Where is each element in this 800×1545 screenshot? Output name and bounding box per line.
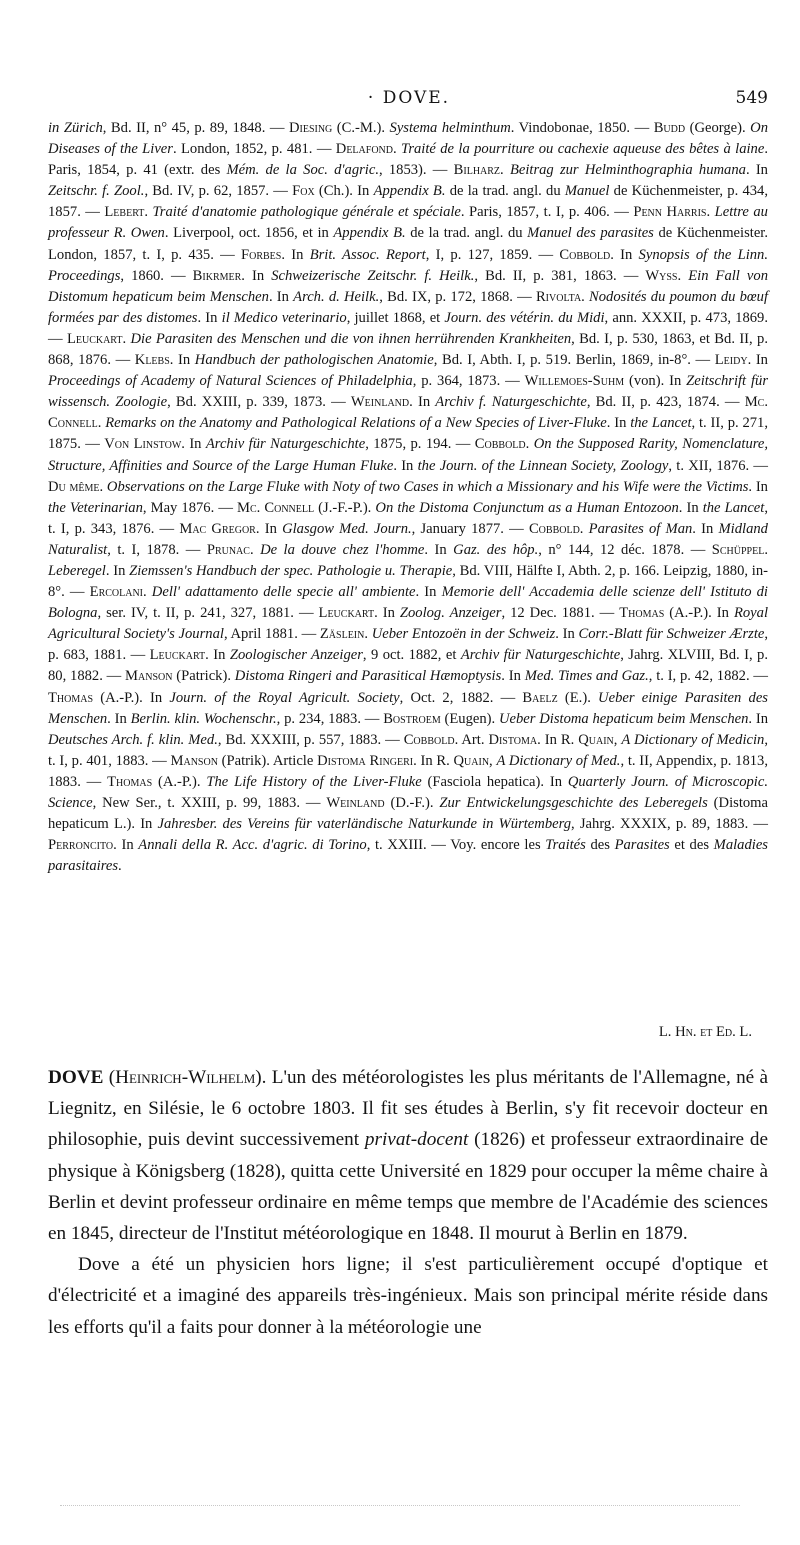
article-person-name: (Heinrich-Wilhelm). — [103, 1067, 267, 1088]
article-paragraph: DOVE (Heinrich-Wilhelm). L'un des météorologistes les plus méritants de l'Allemagne, né à Liegnitz, en Silésie, le 6 octobre 1803. Il fit ses études à Berlin, s'y fit recevoir docteur en philosophie, puis devint successivement privat-docent (1826) et professeur extraordinaire de physique à Königsberg (1828), quitta cette Université en 1829 pour occuper la même chaire à Berlin et devint professeur ordinaire en même temps que membre de l'Académie des sciences en 1845, directeur de l'Institut météorologique en 1848. Il mourut à Berlin en 1879. — [48, 1067, 769, 1245]
article-paragraph: Dove a été un physicien hors ligne; il s'est particulièrement occupé d'optique et d'électricité et a imaginé des appareils très-ingénieux. Mais son principal mérite réside dans les efforts qu'il a faits pour donner à la météorologie une — [48, 1254, 768, 1338]
running-title: · DOVE. — [367, 88, 451, 108]
page-number: 549 — [735, 88, 768, 108]
bottom-dotted-rule — [60, 1505, 740, 1516]
article-dove — [48, 1062, 768, 1343]
article-headword: DOVE — [48, 1067, 104, 1088]
bibliography-block — [48, 118, 768, 877]
running-header — [50, 86, 768, 112]
bibliography-paragraph: in Zürich, Bd. II, n° 45, p. 89, 1848. — Diesing (C.-M.). Systema helminthum. Vindobonae, 1850. — Budd (George). On Diseases of the Liver. London, 1852, p. 481. — Delafond. Traité de la pourriture ou cachexie aqueuse des bêtes à laine. Paris, 1854, p. 41 (extr. des Mém. de la Soc. d'agric., 1853). — Bilharz. Beitrag zur Helminthographia humana. In Zeitschr. f. Zool., Bd. IV, p. 62, 1857. — Fox (Ch.). In Appendix B. de la trad. angl. du Manuel de Küchenmeister, p. 434, 1857. — Lebert. Traité d'anatomie pathologique générale et spéciale. Paris, 1857, t. I, p. 406. — Penn Harris. Lettre au professeur R. Owen. Liverpool, oct. 1856, et in Appendix B. de la trad. angl. du Manuel des parasites de Küchenmeister. London, 1857, t. I, p. 435. — Forbes. In Brit. Assoc. Report, I, p. 127, 1859. — Cobbold. In Synopsis of the Linn. Proceedings, 1860. — Bikrmer. In Schweizerische Zeitschr. f. Heilk., Bd. II, p. 381, 1863. — Wyss. Ein Fall von Distomum hepaticum beim Menschen. In Arch. d. Heilk., Bd. IX, p. 172, 1868. — Rivolta. Nodosités du poumon du bœuf formées par des distomes. In il Medico veterinario, juillet 1868, et Journ. des vétérin. du Midi, ann. XXXII, p. 473, 1869. — Leuckart. Die Parasiten des Menschen und die von ihnen herrührenden Krankheiten, Bd. I, p. 530, 1863, et Bd. II, p. 868, 1876. — Klebs. In Handbuch der pathologischen Anatomie, Bd. I, Abth. I, p. 519. Berlin, 1869, in-8°. — Leidy. In Proceedings of Academy of Natural Sciences of Philadelphia, p. 364, 1873. — Willemoes-Suhm (von). In Zeitschrift für wissensch. Zoologie, Bd. XXIII, p. 339, 1873. — Weinland. In Archiv f. Naturgeschichte, Bd. II, p. 423, 1874. — Mc. Connell. Remarks on the Anatomy and Pathological Relations of a New Species of Liver-Fluke. In the Lancet, t. II, p. 271, 1875. — Von Linstow. In Archiv für Naturgeschichte, 1875, p. 194. — Cobbold. On the Supposed Rarity, Nomenclature, Structure, Affinities and Source of the Large Human Fluke. In the Journ. of the Linnean Society, Zoology, t. XII, 1876. — Du même. Observations on the Large Fluke with Noty of two Cases in which a Missionary and his Wife were the Victims. In the Veterinarian, May 1876. — Mc. Connell (J.-F.-P.). On the Distoma Conjunctum as a Human Entozoon. In the Lancet, t. I, p. 343, 1876. — Mac Gregor. In Glasgow Med. Journ., January 1877. — Cobbold. Parasites of Man. In Midland Naturalist, t. I, 1878. — Prunac. De la douve chez l'homme. In Gaz. des hôp., n° 144, 12 déc. 1878. — Schüppel. Leberegel. In Ziemssen's Handbuch der spec. Pathologie u. Therapie, Bd. VIII, Hälfte I, Abth. 2, p. 166. Leipzig, 1880, in-8°. — Ercolani. Dell' adattamento delle specie all' ambiente. In Memorie dell' Accademia delle scienze dell' Istituto di Bologna, ser. IV, t. II, p. 241, 327, 1881. — Leuckart. In Zoolog. Anzeiger, 12 Dec. 1881. — Thomas (A.-P.). In Royal Agricultural Society's Journal, April 1881. — Zäslein. Ueber Entozoën in der Schweiz. In Corr.-Blatt für Schweizer Ærzte, p. 683, 1881. — Leuckart. In Zoologischer Anzeiger, 9 oct. 1882, et Archiv für Naturgeschichte, Jahrg. XLVIII, Bd. I, p. 80, 1882. — Manson (Patrick). Distoma Ringeri and Parasitical Hæmoptysis. In Med. Times and Gaz., t. I, p. 42, 1882. — Thomas (A.-P.). In Journ. of the Royal Agricult. Society, Oct. 2, 1882. — Baelz (E.). Ueber einige Parasiten des Menschen. In Berlin. klin. Wochenschr., p. 234, 1883. — Bostroem (Eugen). Ueber Distoma hepaticum beim Menschen. In Deutsches Arch. f. klin. Med., Bd. XXXIII, p. 557, 1883. — Cobbold. Art. Distoma. In R. Quain, A Dictionary of Medicin, t. I, p. 401, 1883. — Manson (Patrik). Article Distoma Ringeri. In R. Quain, A Dictionary of Med., t. II, Appendix, p. 1813, 1883. — Thomas (A.-P.). The Life History of the Liver-Fluke (Fasciola hepatica). In Quarterly Journ. of Microscopic. Science, New Ser., t. XXIII, p. 99, 1883. — Weinland (D.-F.). Zur Entwickelungsgeschichte des Leberegels (Distoma hepaticum L.). In Jahresber. des Vereins für vaterländische Naturkunde in Würtemberg, Jahrg. XXXIX, p. 89, 1883. — Perroncito. In Annali della R. Acc. d'agric. di Torino, t. XXIII. — Voy. encore les Traités des Parasites et des Maladies parasitaires. — [48, 120, 769, 875]
author-signature: L. Hn. et Ed. L. — [658, 1024, 752, 1040]
